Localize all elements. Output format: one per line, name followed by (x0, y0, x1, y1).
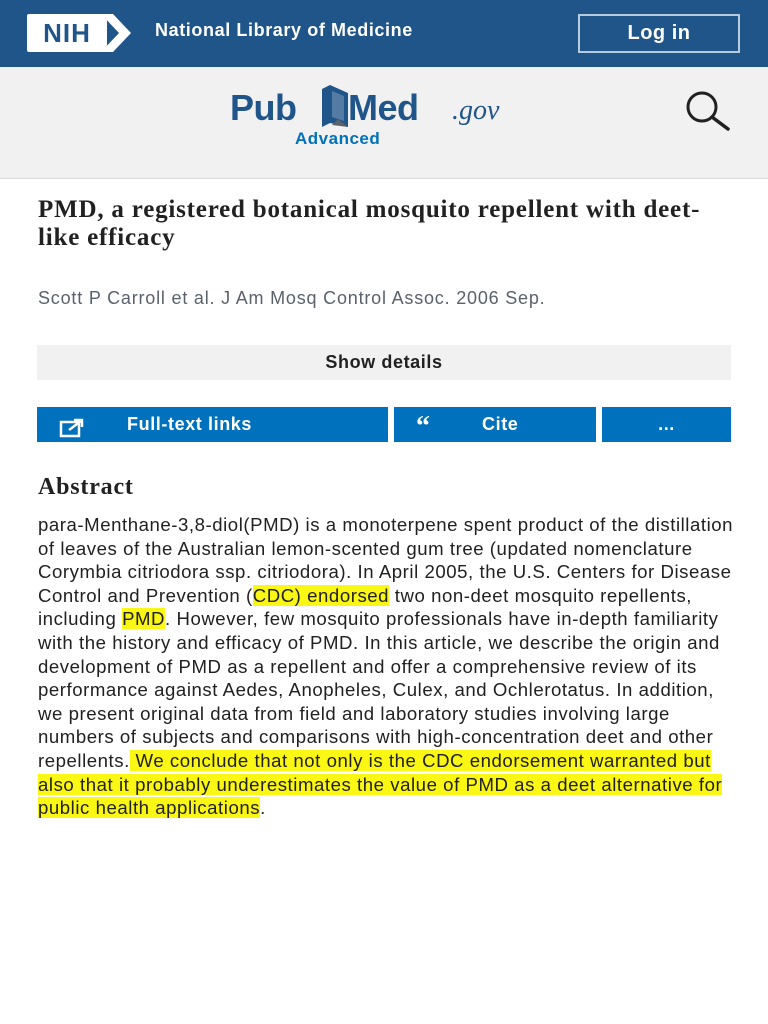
login-button[interactable]: Log in (578, 14, 740, 53)
full-text-links-button[interactable] (37, 407, 388, 442)
cite-label: Cite (482, 414, 519, 434)
full-text-links-label: Full-text links (127, 414, 253, 434)
logo-pub: Pub (230, 87, 297, 128)
abstract-segment: . (260, 797, 266, 819)
nlm-name: National Library of Medicine (155, 20, 413, 40)
abstract-segment: two non-deet mosquito repellents, including (38, 584, 693, 630)
abstract-heading: Abstract (38, 474, 134, 500)
highlight-conclusion: We conclude that not only is the CDC endorsement warranted but also that it probably underestimates the value of PMD as a deet alternative for public health applications (38, 749, 723, 819)
more-actions-button[interactable]: ... (602, 407, 731, 442)
abstract-text (38, 513, 738, 820)
abstract-segment: para-Menthane-3,8-diol(PMD) is a monoterpene spent product of the distillation of leaves of the Australian lemon-scented gum tree (updated nomenclature Corymbia citriodora ssp. citriodora). In April 2005, the U.S. Centers for Disease Control and Prevention ( (38, 514, 734, 606)
nih-logo[interactable] (27, 14, 133, 52)
abstract-segment: . However, few mosquito professionals have in-depth familiarity with the history and efficacy of PMD. In this article, we describe the origin and development of PMD as a repellent and offer a comprehensive review of its performance against Aedes, Anopheles, Culex, and Ochlerotatus. In addition, we present original data from field and laboratory studies involving large numbers of subjects and comparisons with high-concentration deet and other repellents. (38, 608, 720, 771)
pubmed-logo[interactable] (230, 87, 540, 127)
advanced-search-link[interactable]: Advanced (295, 129, 381, 148)
highlight-pmd: PMD (122, 608, 166, 630)
nih-header (0, 0, 768, 67)
logo-med: Med (348, 87, 419, 128)
article-citation[interactable]: Scott P Carroll et al. J Am Mosq Control Assoc. 2006 Sep. (38, 288, 546, 308)
nih-logo-text: NIH (43, 18, 91, 48)
quote-icon: “ (416, 411, 431, 442)
search-icon (676, 89, 736, 133)
cite-button[interactable] (394, 407, 596, 442)
logo-gov: .gov (452, 95, 500, 126)
highlight-cdc-endorsed: CDC) endorsed (252, 584, 390, 606)
search-button[interactable] (676, 89, 736, 133)
article-title: PMD, a registered botanical mosquito repellent with deet-like efficacy (38, 196, 701, 251)
external-link-icon (59, 415, 85, 450)
book-icon (318, 83, 352, 129)
chevron-arrow-icon (101, 14, 133, 52)
pubmed-header (0, 67, 768, 179)
show-details-button[interactable]: Show details (37, 345, 731, 380)
